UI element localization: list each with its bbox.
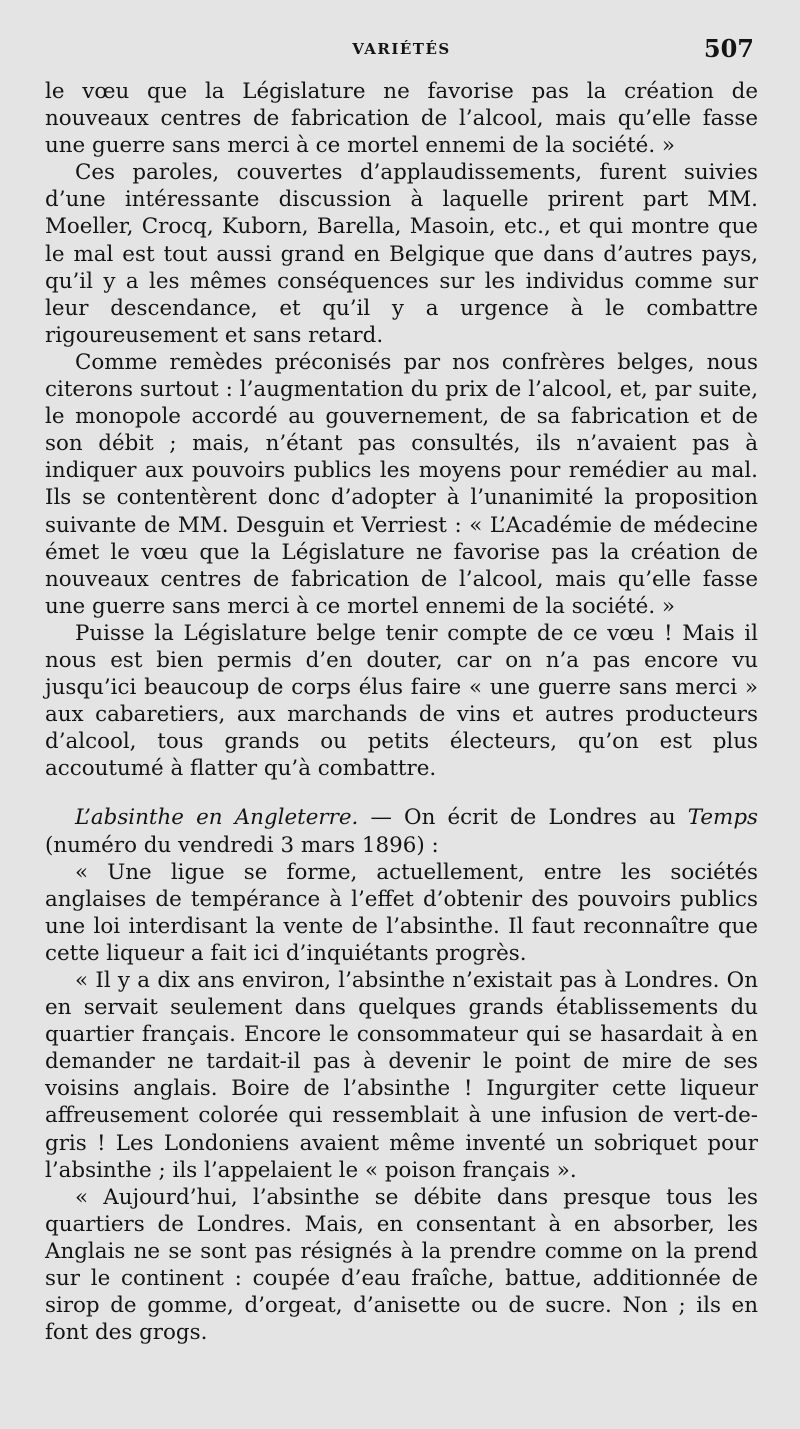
quote-paragraph-history: « Il y a dix ans environ, l’absinthe n’existait pas à Londres. On en servait seulement dans quelques grands établissements du quartier français. Encore le consommateur qui se hasardait à en demander ne tardait-il pas à devenir le point de mire de ses voisins anglais. Boire de l’absinthe ! Ingurgiter cette liqueur affreusement colorée qui ressemblait à une infusion de vert-de-gris ! Les Londoniens avaient même inventé un sobriquet pour l’absinthe ; ils l’appelaient le « poison français ». (45, 968, 758, 1183)
article-heading-paragraph (45, 804, 758, 858)
article-title: L’absinthe en Angleterre. (75, 805, 359, 831)
newspaper-name: Temps (687, 805, 759, 831)
running-head (45, 34, 758, 78)
article-intro: — On écrit de Londres au (358, 805, 688, 831)
quote-paragraph-ligue: « Une ligue se forme, actuellement, entre les sociétés anglaises de tempérance à l’effet d’obtenir des pouvoirs publics une loi interdisant la vente de l’absinthe. Il faut reconnaître que cette liqueur a fait ici d’inquiétants progrès. (45, 859, 758, 966)
body-text (45, 78, 758, 1346)
paragraph-remedies: Comme remèdes préconisés par nos confrères belges, nous citerons surtout : l’augmentation du prix de l’alcool, et, par suite, le monopole accordé au gouvernement, de sa fabrication et de son débit ; mais, n’étant pas consultés, ils n’avaient pas à indiquer aux pouvoirs publics les moyens pour remédier au mal. Ils se contentèrent donc d’adopter à l’unanimité la proposition suivante de MM. Desguin et Verriest : « L’Académie de médecine émet le vœu que la Législature ne favorise pas la création de nouveaux centres de fabrication de l’alcool, mais qu’elle fasse une guerre sans merci à ce mortel ennemi de la société. » (45, 349, 758, 619)
article-date: (numéro du vendredi 3 mars 1896) : (45, 832, 439, 858)
paragraph-legislature: Puisse la Législature belge tenir compte de ce vœu ! Mais il nous est bien permis d’en douter, car on n’a pas encore vu jusqu’ici beaucoup de corps élus faire « une guerre sans merci » aux cabaretiers, aux marchands de vins et autres producteurs d’alcool, tous grands ou petits électeurs, qu’on est plus accoutumé à flatter qu’à combattre. (45, 620, 758, 782)
section-gap (45, 782, 758, 804)
quote-paragraph-today: « Aujourd’hui, l’absinthe se débite dans presque tous les quartiers de Londres. Mais, en consentant à en absorber, les Anglais ne se sont pas résignés à la prendre comme on la prend sur le continent : coupée d’eau fraîche, battue, additionnée de sirop de gomme, d’orgeat, d’anisette ou de sucre. Non ; ils en font des grogs. (45, 1184, 758, 1346)
paragraph-discussion: Ces paroles, couvertes d’applaudissements, furent suivies d’une intéressante discussion à laquelle prirent part MM. Moeller, Crocq, Kuborn, Barella, Masoin, etc., et qui montre que le mal est tout aussi grand en Belgique que dans d’autres pays, qu’il y a les mêmes conséquences sur les individus comme sur leur descendance, et qu’il y a urgence à le combattre rigoureusement et sans retard. (45, 160, 758, 348)
section-title: VARIÉTÉS (352, 40, 451, 58)
page-number: 507 (703, 34, 754, 63)
paragraph-continuation: le vœu que la Législature ne favorise pas la création de nouveaux centres de fabrication de l’alcool, mais qu’elle fasse une guerre sans merci à ce mortel ennemi de la société. » (45, 79, 758, 159)
